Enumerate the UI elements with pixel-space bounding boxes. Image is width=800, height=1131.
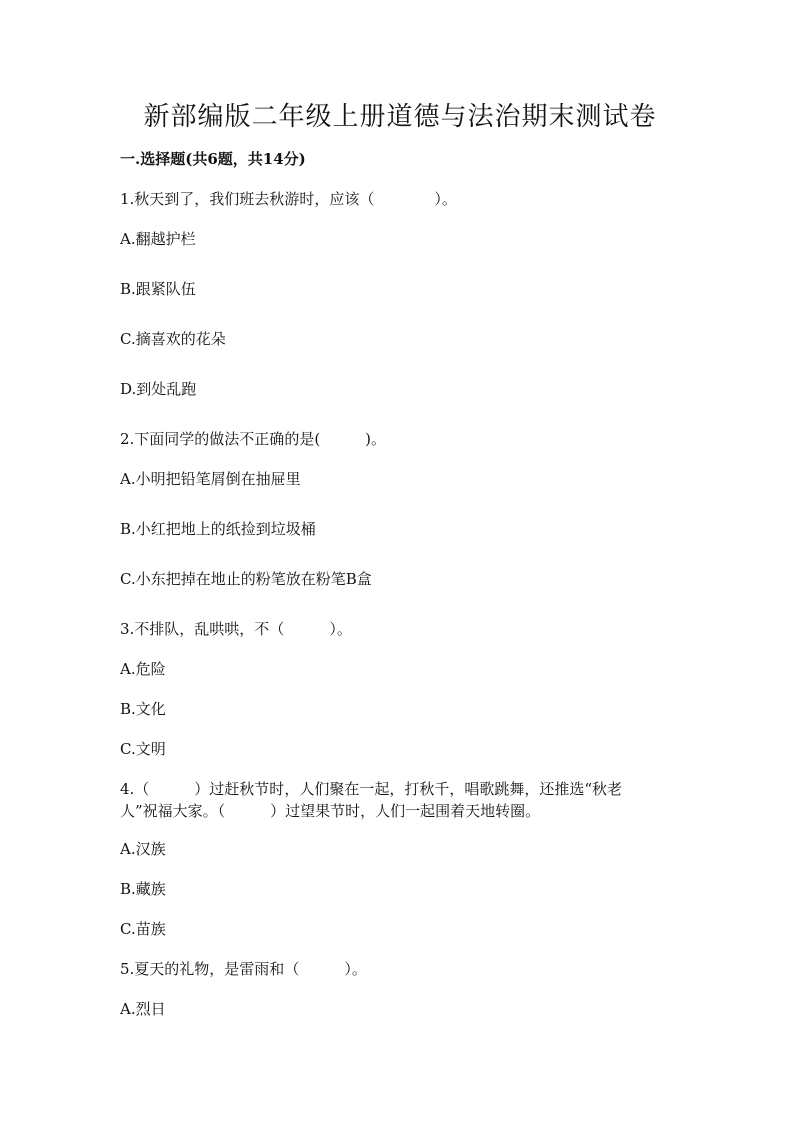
question-5-stem: 5.夏天的礼物，是雷雨和（ ）。 — [120, 960, 367, 978]
question-4-stem-line-2: 人”祝福大家。（ ）过望果节时，人们一起围着天地转圈。 — [120, 802, 541, 820]
question-3-option-c: C.文明 — [120, 740, 166, 758]
question-1-stem: 1.秋天到了，我们班去秋游时，应该（ ）。 — [120, 190, 457, 208]
question-2-option-c: C.小东把掉在地止的粉笔放在粉笔B盒 — [120, 570, 372, 588]
question-4-option-c: C.苗族 — [120, 920, 166, 938]
question-1-option-d: D.到处乱跑 — [120, 380, 197, 398]
question-3-option-a: A.危险 — [120, 660, 166, 678]
question-5-option-a: A.烈日 — [120, 1000, 166, 1018]
question-1-option-a: A.翻越护栏 — [120, 230, 196, 248]
question-1-option-c: C.摘喜欢的花朵 — [120, 330, 226, 348]
section-heading: 一.选择题(共6题，共14分) — [120, 150, 306, 168]
question-4-option-b: B.藏族 — [120, 880, 166, 898]
question-4-stem-line-1: 4.（ ）过赶秋节时，人们聚在一起，打秋千，唱歌跳舞，还推选“秋老 — [120, 780, 622, 798]
question-2-option-b: B.小红把地上的纸捡到垃圾桶 — [120, 520, 316, 538]
question-2-option-a: A.小明把铅笔屑倒在抽屉里 — [120, 470, 301, 488]
question-3-option-b: B.文化 — [120, 700, 166, 718]
question-1-option-b: B.跟紧队伍 — [120, 280, 196, 298]
page-title: 新部编版二年级上册道德与法治期末测试卷 — [143, 102, 657, 132]
question-3-stem: 3.不排队，乱哄哄，不（ ）。 — [120, 620, 352, 638]
question-2-stem: 2.下面同学的做法不正确的是( )。 — [120, 430, 387, 448]
question-4-option-a: A.汉族 — [120, 840, 166, 858]
